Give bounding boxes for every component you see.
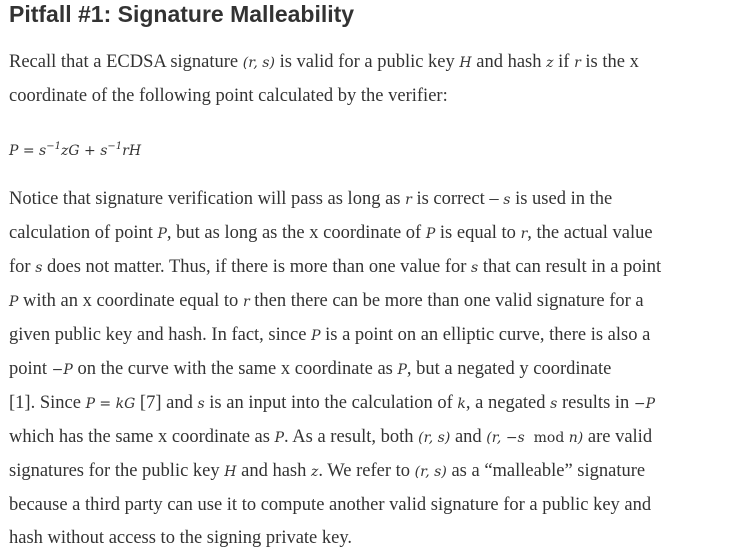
paragraph-line (9, 285, 753, 319)
text: is an input into the calculation of (204, 393, 458, 413)
paragraph-line: because a third party can use it to compute another valid signature for a public key and (9, 495, 652, 515)
paragraph-line (9, 387, 753, 421)
math-hash: z (310, 464, 319, 480)
paragraph-line (9, 421, 753, 455)
text: signatures for the public key (9, 461, 225, 481)
intro-paragraph (9, 46, 753, 113)
math-point-equation: P = kG (85, 396, 136, 412)
paragraph-line (9, 183, 753, 217)
text: and hash (471, 52, 547, 72)
text: then there can be more than one valid signature for a (249, 291, 644, 311)
text: results in (557, 393, 634, 413)
text: and (450, 427, 487, 447)
text: are valid (583, 427, 653, 447)
math-point: P (311, 328, 321, 344)
text: . We refer to (318, 461, 415, 481)
text: , the actual value (527, 223, 653, 243)
paragraph-line (9, 251, 753, 285)
text: does not matter. Thus, if there is more than one value for (42, 257, 472, 277)
text: , but as long as the x coordinate of (166, 223, 426, 243)
paragraph-line (9, 217, 753, 251)
math-s: s (471, 260, 479, 276)
math-mod-operator: mod (533, 430, 565, 446)
math-negated-signature (486, 430, 583, 446)
text: if (553, 52, 575, 72)
formula-exponent: −1 (107, 141, 123, 152)
math-signature-pair: (r, s) (242, 55, 275, 71)
math-hash: z (546, 55, 554, 71)
text: on the curve with the same x coordinate as (72, 359, 398, 379)
text: is correct – (411, 189, 504, 209)
text: Notice that signature verification will pass as long as (9, 189, 406, 209)
math-r: r (405, 192, 412, 208)
text: Recall that a ECDSA signature (9, 52, 243, 72)
section-title: Pitfall #1: Signature Malleability (9, 1, 355, 27)
math-signature-pair: (r, s) (418, 430, 451, 446)
math-point: P (274, 430, 285, 446)
math-s: s (503, 192, 511, 208)
text: with an x coordinate equal to (18, 291, 243, 311)
text: and hash (236, 461, 311, 481)
text: is the x (580, 52, 639, 72)
math-public-key: H (224, 464, 237, 480)
math-point: P (157, 226, 167, 242)
text: [7] and (135, 393, 198, 413)
paragraph-line (9, 319, 753, 353)
text: given public key and hash. In fact, since (9, 325, 312, 345)
text: , but a negated y coordinate (406, 359, 612, 379)
paragraph-line: hash without access to the signing private key. (9, 528, 353, 548)
math-part: (r, −s (486, 430, 525, 446)
math-r: r (520, 226, 528, 242)
text: calculation of point (9, 223, 158, 243)
math-point: P (397, 362, 407, 378)
math-r: r (242, 294, 250, 310)
formula-rhs: rH (122, 143, 142, 159)
text: which has the same x coordinate as (9, 427, 275, 447)
text: is used in the (510, 189, 613, 209)
text: , a negated (465, 393, 551, 413)
math-point: P (9, 294, 19, 310)
math-public-key: H (459, 55, 472, 71)
math-point: P (425, 226, 436, 242)
text: as a “malleable” signature (446, 461, 646, 481)
formula-expression (9, 143, 141, 159)
paragraph-line (9, 455, 753, 489)
math-k: k (457, 396, 466, 412)
text: is equal to (435, 223, 521, 243)
formula-lhs: P = s (9, 143, 47, 159)
math-signature-pair: (r, s) (414, 464, 447, 480)
formula-mid: zG + s (61, 143, 108, 159)
math-s: s (35, 260, 43, 276)
text: is a point on an elliptic curve, there is also a (320, 325, 651, 345)
text: . As a result, both (284, 427, 419, 447)
math-s: s (197, 396, 205, 412)
text: [1]. Since (9, 393, 86, 413)
math-r: r (574, 55, 581, 71)
text: that can result in a point (478, 257, 662, 277)
paragraph-line (9, 353, 753, 387)
math-part: n) (568, 430, 584, 446)
paragraph-line (9, 46, 753, 80)
paragraph-line: coordinate of the following point calculated by the verifier: (9, 86, 448, 106)
verification-formula (9, 134, 753, 168)
math-negated-point: −P (51, 362, 73, 378)
text: is valid for a public key (274, 52, 460, 72)
formula-exponent: −1 (46, 141, 61, 152)
math-s: s (550, 396, 558, 412)
math-negated-point: −P (633, 396, 656, 412)
text: point (9, 359, 52, 379)
text: for (9, 257, 36, 277)
explanation-paragraph (9, 183, 753, 555)
